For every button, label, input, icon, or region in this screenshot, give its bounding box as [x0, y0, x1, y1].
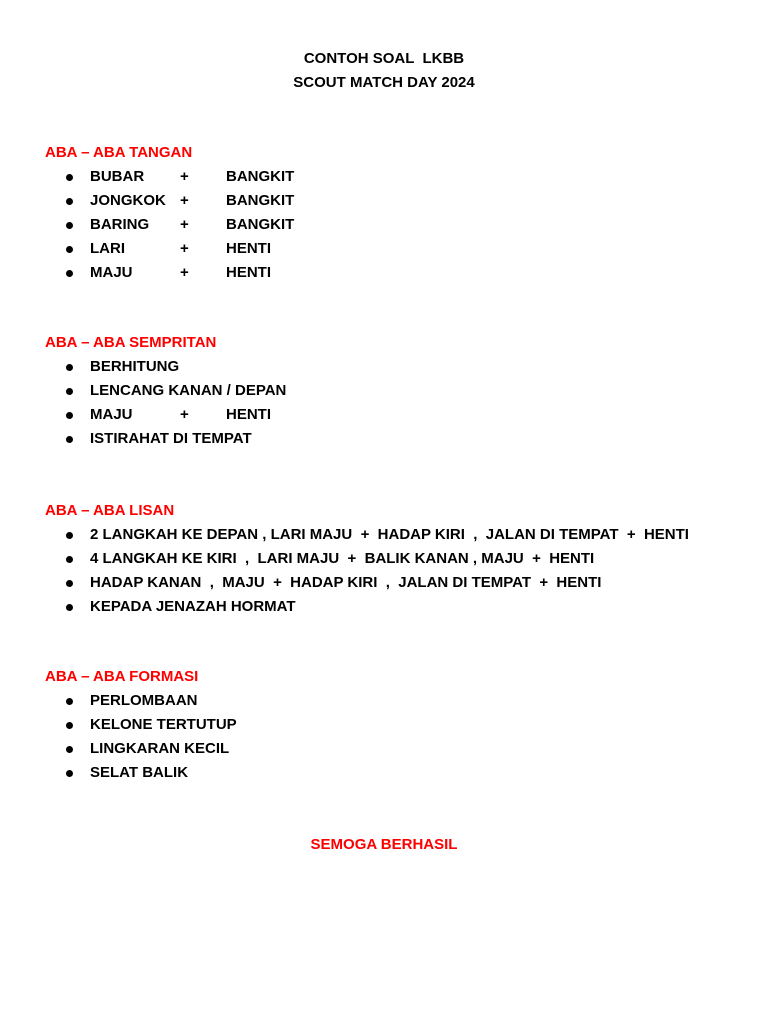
list-item-command: MAJU	[90, 264, 133, 281]
list-item-operator: +	[180, 192, 189, 209]
list-item-operator: +	[180, 406, 189, 423]
list-item-command-2: HENTI	[226, 240, 271, 257]
bullet-icon	[66, 580, 73, 587]
list-item: 2 LANGKAH KE DEPAN , LARI MAJU + HADAP KIRI , JALAN DI TEMPAT + HENTI	[90, 526, 689, 543]
list-item-command: BARING	[90, 216, 150, 233]
bullet-icon	[66, 364, 73, 371]
list-item: KEPADA JENAZAH HORMAT	[90, 598, 296, 615]
bullet-icon	[66, 436, 73, 443]
bullet-icon	[66, 532, 73, 539]
section-heading: ABA – ABA FORMASI	[45, 668, 199, 685]
list-item-command-2: BANGKIT	[226, 168, 295, 185]
bullet-icon	[66, 222, 73, 229]
section-heading: ABA – ABA TANGAN	[45, 144, 193, 161]
bullet-icon	[66, 198, 73, 205]
list-item: PERLOMBAAN	[90, 692, 198, 709]
bullet-icon	[66, 604, 73, 611]
title-line-2: SCOUT MATCH DAY 2024	[293, 74, 475, 91]
bullet-icon	[66, 412, 73, 419]
bullet-icon	[66, 698, 73, 705]
bullet-icon	[66, 174, 73, 181]
list-item: 4 LANGKAH KE KIRI , LARI MAJU + BALIK KANAN , MAJU + HENTI	[90, 550, 595, 567]
title-line-1: CONTOH SOAL LKBB	[303, 50, 465, 67]
list-item-command: MAJU	[90, 406, 133, 423]
bullet-icon	[66, 270, 73, 277]
list-item: KELONE TERTUTUP	[90, 716, 237, 733]
list-item-operator: +	[180, 264, 189, 281]
list-item-operator: +	[180, 168, 189, 185]
bullet-icon	[66, 746, 73, 753]
section-heading: ABA – ABA SEMPRITAN	[45, 334, 217, 351]
list-item-command: LARI	[90, 240, 125, 257]
list-item-operator: +	[180, 240, 189, 257]
list-item: SELAT BALIK	[90, 764, 189, 781]
list-item-command-2: HENTI	[226, 406, 271, 423]
bullet-icon	[66, 770, 73, 777]
list-item-command-2: HENTI	[226, 264, 271, 281]
closing-text: SEMOGA BERHASIL	[310, 836, 458, 853]
bullet-icon	[66, 388, 73, 395]
list-item: ISTIRAHAT DI TEMPAT	[90, 430, 252, 447]
list-item-command: JONGKOK	[90, 192, 166, 209]
list-item-command-2: BANGKIT	[226, 192, 295, 209]
list-item: HADAP KANAN , MAJU + HADAP KIRI , JALAN DI TEMPAT + HENTI	[90, 574, 602, 591]
bullet-icon	[66, 556, 73, 563]
list-item: BERHITUNG	[90, 358, 180, 375]
list-item-command-2: BANGKIT	[226, 216, 295, 233]
bullet-icon	[66, 722, 73, 729]
section-heading: ABA – ABA LISAN	[45, 502, 175, 519]
list-item-command: BUBAR	[90, 168, 145, 185]
bullet-icon	[66, 246, 73, 253]
list-item: LINGKARAN KECIL	[90, 740, 230, 757]
list-item: LENCANG KANAN / DEPAN	[90, 382, 287, 399]
list-item-operator: +	[180, 216, 189, 233]
